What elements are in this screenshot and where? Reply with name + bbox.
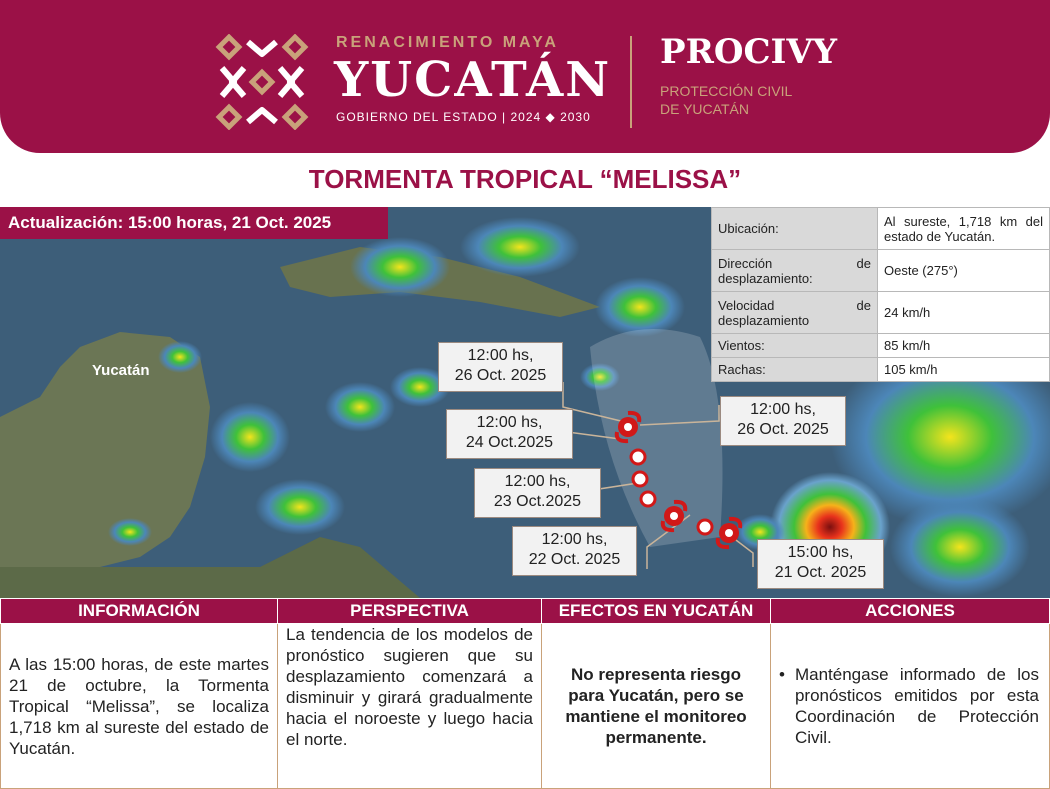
callout-time: 12:00 hs, bbox=[467, 347, 534, 364]
info-row bbox=[712, 208, 1050, 250]
header-informacion: INFORMACIÓN bbox=[1, 599, 278, 624]
info-label: Velocidad de desplazamiento bbox=[712, 292, 878, 334]
info-row bbox=[712, 292, 1050, 334]
update-banner: Actualización: 15:00 horas, 21 Oct. 2025 bbox=[0, 207, 388, 239]
callout-date: 26 Oct. 2025 bbox=[737, 421, 829, 438]
forecast-callout bbox=[512, 526, 637, 576]
summary-table bbox=[0, 598, 1050, 789]
info-value: Al sureste, 1,718 km del estado de Yucatán. bbox=[878, 208, 1050, 250]
callout-date: 22 Oct. 2025 bbox=[528, 551, 621, 568]
forecast-callout bbox=[438, 342, 563, 392]
perspectiva-text: La tendencia de los modelos de pronóstico sugieren que su desplazamiento comenzará a disminuir y girará gradualmente hacia el noroeste y luego hacia el norte. bbox=[278, 624, 542, 789]
header-perspectiva: PERSPECTIVA bbox=[278, 599, 542, 624]
info-label: Dirección de desplazamiento: bbox=[712, 250, 878, 292]
callout-time: 15:00 hs, bbox=[787, 544, 854, 561]
info-value: 105 km/h bbox=[878, 358, 1050, 382]
informacion-text: A las 15:00 horas, de este martes 21 de octubre, la Tormenta Tropical “Melissa”, se localiza 1,718 km al sureste del estado de Yucatán. bbox=[1, 624, 278, 789]
info-value: 24 km/h bbox=[878, 292, 1050, 334]
header-acciones: ACCIONES bbox=[771, 599, 1050, 624]
forecast-callout bbox=[446, 409, 573, 459]
acciones-text: Manténgase informado de los pronósticos emitidos por esta Coordinación de Protección Civil. bbox=[794, 665, 1039, 747]
header-divider bbox=[630, 36, 632, 128]
storm-info-table bbox=[711, 207, 1050, 382]
info-row bbox=[712, 250, 1050, 292]
yucatan-logo-icon bbox=[214, 34, 310, 130]
callout-time: 12:00 hs, bbox=[504, 473, 571, 490]
renacimiento-maya-text: RENACIMIENTO MAYA bbox=[336, 34, 559, 51]
header-efectos: EFECTOS EN YUCATÁN bbox=[542, 599, 771, 624]
callout-date: 21 Oct. 2025 bbox=[774, 564, 867, 581]
callout-date: 26 Oct. 2025 bbox=[454, 367, 547, 384]
page-title: TORMENTA TROPICAL “MELISSA” bbox=[308, 164, 742, 194]
callout-time: 12:00 hs, bbox=[750, 401, 816, 418]
efectos-text: No representa riesgo para Yucatán, pero se mantiene el monitoreo permanente. bbox=[542, 624, 771, 789]
info-value: Oeste (275°) bbox=[878, 250, 1050, 292]
callout-time: 12:00 hs, bbox=[476, 414, 543, 431]
forecast-callout bbox=[720, 396, 846, 446]
info-value: 85 km/h bbox=[878, 334, 1050, 358]
yucatan-map-label: Yucatán bbox=[92, 362, 150, 379]
acciones-cell bbox=[771, 624, 1050, 789]
info-row bbox=[712, 358, 1050, 382]
proteccion-civil-text: PROTECCIÓN CIVIL bbox=[660, 83, 793, 99]
hurricane-icon bbox=[657, 499, 691, 538]
forecast-callout bbox=[474, 468, 601, 518]
summary-body-row bbox=[1, 624, 1050, 789]
hurricane-icon bbox=[712, 516, 746, 555]
callout-date: 24 Oct.2025 bbox=[465, 434, 554, 451]
yucatan-wordmark: YUCATÁN bbox=[334, 52, 612, 108]
info-label: Ubicación: bbox=[712, 208, 878, 250]
bullet-icon: • bbox=[779, 665, 785, 684]
callout-date: 23 Oct.2025 bbox=[493, 493, 582, 510]
info-row bbox=[712, 334, 1050, 358]
summary-header-row bbox=[1, 599, 1050, 624]
info-label: Rachas: bbox=[712, 358, 878, 382]
header-banner bbox=[0, 0, 1050, 153]
callout-time: 12:00 hs, bbox=[541, 531, 608, 548]
procivy-wordmark: PROCIVY bbox=[660, 32, 838, 72]
info-label: Vientos: bbox=[712, 334, 878, 358]
gobierno-text: GOBIERNO DEL ESTADO | 2024 ◆ 2030 bbox=[336, 110, 591, 124]
de-yucatan-text: DE YUCATÁN bbox=[660, 101, 749, 117]
forecast-callout bbox=[757, 539, 884, 589]
hurricane-icon bbox=[611, 410, 645, 449]
